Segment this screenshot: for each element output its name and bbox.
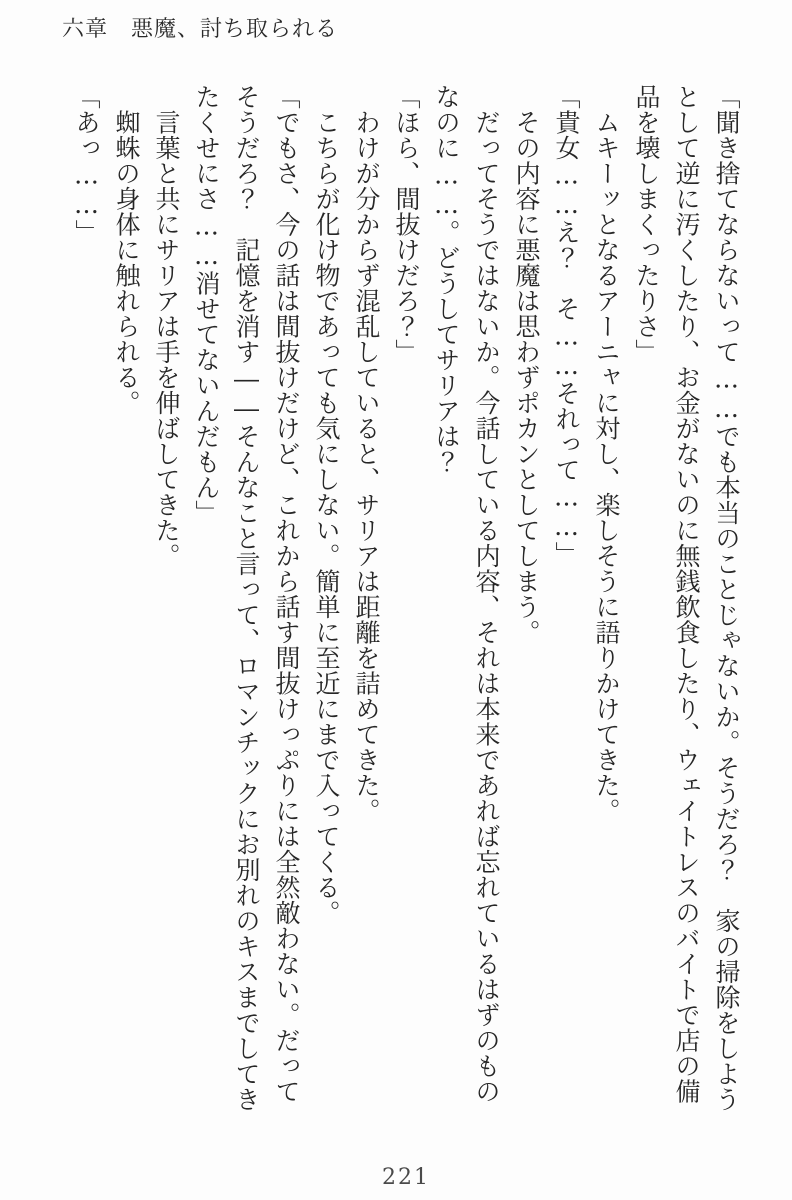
text-line: ムキーッとなるアーニャに対し、楽しそうに語りかけてきた。 (592, 84, 621, 824)
text-line: そうだろ？ 記憶を消す――そんなこと言って、ロマンチックにお別れのキスまでしてき (232, 84, 261, 1112)
text-line: 「あっ……」 (72, 84, 101, 245)
text-line: わけが分からず混乱していると、サリアは距離を詰めてきた。 (352, 84, 381, 824)
text-body (64, 84, 746, 1128)
text-line: として逆に汚くしたり、お金がないのに無銭飲食したり、ウェイトレスのバイトで店の備 (672, 84, 701, 1104)
text-line: その内容に悪魔は思わずポカンとしてしまう。 (512, 84, 541, 645)
text-line: 蜘蛛の身体に触れられる。 (112, 84, 141, 416)
chapter-header: 六章 悪魔、討ち取られる (62, 17, 339, 42)
text-line: 「でもさ、今の話は間抜けだけど、これから話す間抜けっぷりには全然敵わない。だって (272, 84, 301, 1104)
text-line: 言葉と共にサリアは手を伸ばしてきた。 (152, 84, 181, 569)
text-line: 品を壊しまくったりさ」 (632, 84, 661, 365)
text-line: なのに……。どうしてサリアは？ (432, 84, 461, 475)
text-line: こちらが化け物であっても気にしない。簡単に至近にまで入ってくる。 (312, 84, 341, 926)
text-line: だってそうではないか。今話している内容、それは本来であれば忘れているはずのもの (472, 84, 501, 1104)
text-line: たくせにさ……消せてないんだもん」 (192, 84, 221, 526)
text-line: 「聞き捨てならないって……でも本当のことじゃないか。そうだろ？ 家の掃除をしよう (712, 84, 741, 1112)
page-number: 221 (382, 1165, 430, 1190)
text-line: 「ほら、間抜けだろ？」 (392, 84, 421, 365)
text-line: 「貴女……え？ そ……それって……」 (552, 84, 581, 567)
